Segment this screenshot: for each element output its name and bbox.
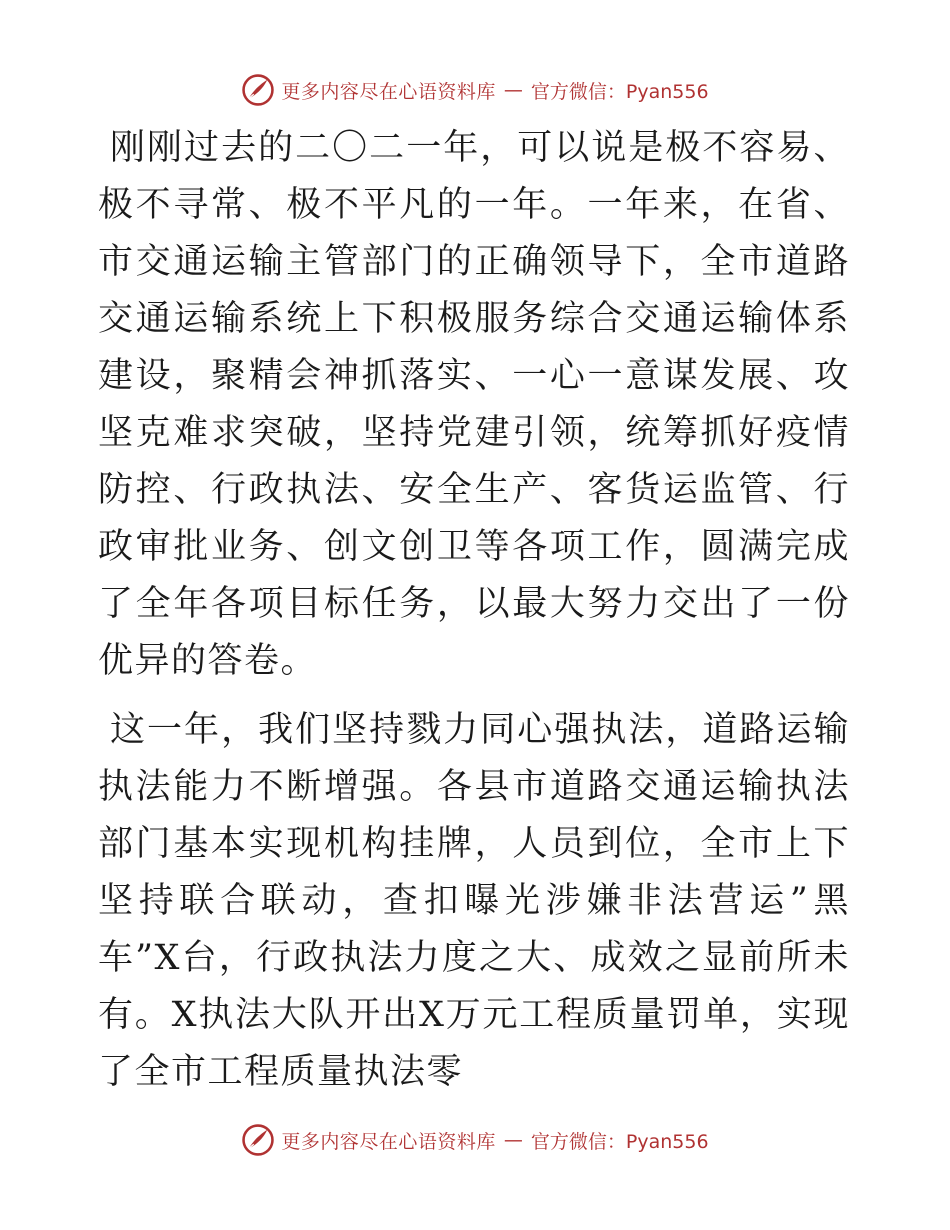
header-banner-content xyxy=(241,73,708,107)
header-banner-contact: 官方微信：Pyan556 xyxy=(530,80,709,103)
footer-banner-content xyxy=(241,1123,708,1157)
quill-pen-logo-icon xyxy=(241,73,275,107)
header-banner-text: 更多内容尽在心语资料库 xyxy=(281,80,496,103)
quill-pen-logo-icon xyxy=(241,1123,275,1157)
header-banner xyxy=(0,70,950,110)
footer-banner-contact: 官方微信：Pyan556 xyxy=(530,1130,709,1153)
paragraph-2: 这一年，我们坚持戮力同心强执法，道路运输执法能力不断增强。各县市道路交通运输执法部门基本实现机构挂牌，人员到位，全市上下坚持联合联动，查扣曝光涉嫌非法营运”黑车”X台，行政执法力度之大、成效之显前所未有。X执法大队开出X万元工程质量罚单，实现了全市工程质量执法零 xyxy=(98,710,850,1092)
footer-banner xyxy=(0,1120,950,1160)
document-body xyxy=(98,120,850,1113)
footer-banner-text: 更多内容尽在心语资料库 xyxy=(281,1130,496,1153)
paragraph-1: 刚刚过去的二〇二一年，可以说是极不容易、极不寻常、极不平凡的一年。一年来，在省、市交通运输主管部门的正确领导下，全市道路交通运输系统上下积极服务综合交通运输体系建设，聚精会神抓落实、一心一意谋发展、攻坚克难求突破，坚持党建引领，统筹抓好疫情防控、行政执法、安全生产、客货运监管、行政审批业务、创文创卫等各项工作，圆满完成了全年各项目标任务，以最大努力交出了一份优异的答卷。 xyxy=(98,128,850,681)
footer-banner-separator: — xyxy=(503,1129,523,1151)
header-banner-separator: — xyxy=(503,79,523,101)
